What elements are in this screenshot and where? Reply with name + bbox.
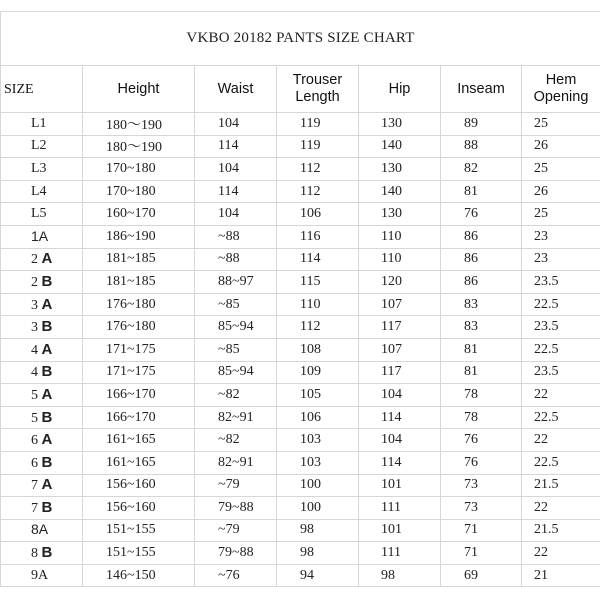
cell-height: 151~155 [83,519,195,542]
cell-hem: 22 [522,429,600,452]
cell-hem: 22.5 [522,406,600,429]
cell-height: 166~170 [83,406,195,429]
cell-trouser: 108 [277,338,359,361]
cell-hem: 23.5 [522,271,600,294]
cell-hip: 140 [359,135,441,158]
cell-inseam: 71 [441,519,522,542]
size-letter: A [41,295,53,313]
cell-trouser: 100 [277,474,359,497]
cell-hip: 111 [359,542,441,565]
cell-hem: 25 [522,203,600,226]
header-size: SIZE [1,66,83,113]
cell-hip: 101 [359,474,441,497]
cell-hem: 26 [522,180,600,203]
cell-hip: 130 [359,158,441,181]
cell-waist: 85~94 [195,316,277,339]
cell-hip: 104 [359,384,441,407]
header-inseam: Inseam [441,66,522,113]
cell-size [1,180,83,203]
cell-hem: 23.5 [522,361,600,384]
table-row [1,225,600,248]
cell-inseam: 82 [441,158,522,181]
cell-hip: 130 [359,203,441,226]
cell-hem: 25 [522,158,600,181]
cell-inseam: 78 [441,384,522,407]
size-letter: B [41,318,53,336]
cell-size [1,429,83,452]
table-row [1,158,600,181]
cell-trouser: 98 [277,519,359,542]
cell-height: 186~190 [83,225,195,248]
size-letter: B [41,272,53,290]
size-number: 3 [31,297,38,313]
size-number: 1A [31,227,49,244]
cell-size [1,225,83,248]
cell-height: 160~170 [83,203,195,226]
size-chart-table [0,11,600,587]
size-number: 7 [31,500,38,516]
size-number: 3 [31,320,38,336]
size-letter: B [41,453,53,471]
table-row [1,474,600,497]
cell-waist: 79~88 [195,542,277,565]
cell-hem: 26 [522,135,600,158]
cell-trouser: 112 [277,158,359,181]
cell-trouser: 112 [277,180,359,203]
cell-size [1,497,83,520]
header-waist: Waist [195,66,277,113]
cell-hip: 101 [359,519,441,542]
cell-trouser: 119 [277,135,359,158]
cell-inseam: 73 [441,474,522,497]
size-letter: A [41,385,53,403]
cell-trouser: 114 [277,248,359,271]
cell-hem: 22.5 [522,293,600,316]
cell-hip: 111 [359,497,441,520]
cell-hip: 98 [359,564,441,587]
size-number: 2 [31,252,38,268]
cell-waist: ~85 [195,293,277,316]
cell-waist: ~82 [195,429,277,452]
size-number: L5 [31,206,47,222]
cell-inseam: 86 [441,248,522,271]
cell-trouser: 116 [277,225,359,248]
cell-height: 170~180 [83,158,195,181]
cell-height: 181~185 [83,271,195,294]
cell-waist: ~76 [195,564,277,587]
size-letter: A [41,340,53,358]
cell-hem: 25 [522,113,600,136]
cell-height: 176~180 [83,316,195,339]
table-row [1,384,600,407]
cell-height: 161~165 [83,451,195,474]
cell-waist: ~85 [195,338,277,361]
table-row [1,338,600,361]
cell-size [1,203,83,226]
header-trouser-length: Trouser Length [277,66,359,113]
cell-trouser: 109 [277,361,359,384]
cell-height: 180～190 [83,135,195,158]
cell-size [1,271,83,294]
table-row [1,180,600,203]
cell-waist: 104 [195,203,277,226]
cell-trouser: 103 [277,451,359,474]
size-number: 8 [31,546,38,562]
cell-waist: 82~91 [195,451,277,474]
table-row [1,293,600,316]
table-row [1,429,600,452]
cell-waist: ~79 [195,519,277,542]
size-letter: B [41,408,53,426]
table-row [1,497,600,520]
cell-size [1,542,83,565]
cell-height: 151~155 [83,542,195,565]
cell-waist: 114 [195,135,277,158]
cell-inseam: 78 [441,406,522,429]
size-number: 5 [31,387,38,403]
size-number: 4 [31,365,38,381]
cell-trouser: 105 [277,384,359,407]
cell-hem: 21.5 [522,519,600,542]
size-letter: A [41,476,53,494]
cell-hem: 21.5 [522,474,600,497]
size-number: L1 [31,115,47,131]
cell-trouser: 112 [277,316,359,339]
cell-waist: 114 [195,180,277,203]
cell-size [1,474,83,497]
cell-hip: 110 [359,248,441,271]
cell-size [1,293,83,316]
cell-inseam: 81 [441,180,522,203]
size-letter: B [41,544,53,562]
table-row [1,451,600,474]
size-letter: B [41,498,53,516]
size-number: L4 [31,183,47,199]
cell-height: 176~180 [83,293,195,316]
cell-hip: 120 [359,271,441,294]
cell-waist: ~82 [195,384,277,407]
table-row [1,519,600,542]
cell-inseam: 76 [441,451,522,474]
cell-trouser: 106 [277,406,359,429]
size-number: 7 [31,478,38,494]
cell-height: 146~150 [83,564,195,587]
cell-inseam: 71 [441,542,522,565]
cell-hip: 117 [359,316,441,339]
cell-waist: 79~88 [195,497,277,520]
cell-size [1,338,83,361]
table-row [1,113,600,136]
cell-waist: ~88 [195,225,277,248]
cell-waist: 104 [195,158,277,181]
table-row [1,542,600,565]
table-row [1,564,600,587]
cell-hem: 22 [522,384,600,407]
cell-height: 180～190 [83,113,195,136]
size-number: 5 [31,410,38,426]
size-number: 4 [31,342,38,358]
cell-height: 156~160 [83,497,195,520]
cell-size [1,135,83,158]
table-body [1,113,600,587]
table-row [1,406,600,429]
cell-height: 171~175 [83,338,195,361]
header-hip: Hip [359,66,441,113]
chart-title: VKBO 20182 PANTS SIZE CHART [1,12,600,66]
cell-inseam: 76 [441,429,522,452]
cell-hip: 117 [359,361,441,384]
cell-inseam: 83 [441,316,522,339]
cell-height: 161~165 [83,429,195,452]
size-letter: B [41,363,53,381]
cell-hem: 21 [522,564,600,587]
size-number: 6 [31,433,38,449]
cell-trouser: 119 [277,113,359,136]
cell-waist: 104 [195,113,277,136]
size-number: 2 [31,274,38,290]
cell-height: 181~185 [83,248,195,271]
cell-trouser: 103 [277,429,359,452]
cell-hip: 110 [359,225,441,248]
cell-size [1,519,83,542]
cell-trouser: 115 [277,271,359,294]
cell-height: 170~180 [83,180,195,203]
size-number: 8A [31,521,49,538]
table-row [1,361,600,384]
table-row [1,135,600,158]
cell-inseam: 86 [441,225,522,248]
cell-hip: 107 [359,293,441,316]
cell-waist: ~79 [195,474,277,497]
cell-inseam: 81 [441,338,522,361]
header-row [1,66,600,113]
cell-trouser: 106 [277,203,359,226]
cell-size [1,113,83,136]
cell-hip: 130 [359,113,441,136]
cell-waist: ~88 [195,248,277,271]
cell-height: 171~175 [83,361,195,384]
table-row [1,271,600,294]
cell-inseam: 88 [441,135,522,158]
cell-hip: 114 [359,406,441,429]
table-row [1,248,600,271]
cell-size [1,406,83,429]
cell-hip: 104 [359,429,441,452]
cell-size [1,361,83,384]
cell-waist: 82~91 [195,406,277,429]
cell-hip: 140 [359,180,441,203]
header-height: Height [83,66,195,113]
cell-height: 156~160 [83,474,195,497]
cell-trouser: 94 [277,564,359,587]
cell-inseam: 73 [441,497,522,520]
size-number: 9A [31,567,49,583]
cell-waist: 85~94 [195,361,277,384]
cell-size [1,564,83,587]
size-number: L2 [31,138,47,154]
size-letter: A [41,250,53,268]
size-number: L3 [31,160,47,176]
cell-trouser: 100 [277,497,359,520]
cell-hem: 23.5 [522,316,600,339]
cell-hem: 23 [522,248,600,271]
cell-inseam: 69 [441,564,522,587]
cell-size [1,384,83,407]
cell-height: 166~170 [83,384,195,407]
cell-hem: 22 [522,497,600,520]
cell-inseam: 89 [441,113,522,136]
cell-inseam: 81 [441,361,522,384]
table-row [1,203,600,226]
header-hem-opening: Hem Opening [522,66,600,113]
cell-hem: 22 [522,542,600,565]
cell-trouser: 110 [277,293,359,316]
size-number: 6 [31,455,38,471]
cell-hem: 23 [522,225,600,248]
size-letter: A [41,431,53,449]
cell-inseam: 86 [441,271,522,294]
cell-inseam: 76 [441,203,522,226]
cell-waist: 88~97 [195,271,277,294]
cell-trouser: 98 [277,542,359,565]
cell-size [1,316,83,339]
cell-size [1,158,83,181]
cell-hem: 22.5 [522,338,600,361]
cell-inseam: 83 [441,293,522,316]
table-row [1,316,600,339]
cell-hip: 114 [359,451,441,474]
cell-size [1,248,83,271]
cell-size [1,451,83,474]
cell-hip: 107 [359,338,441,361]
cell-hem: 22.5 [522,451,600,474]
